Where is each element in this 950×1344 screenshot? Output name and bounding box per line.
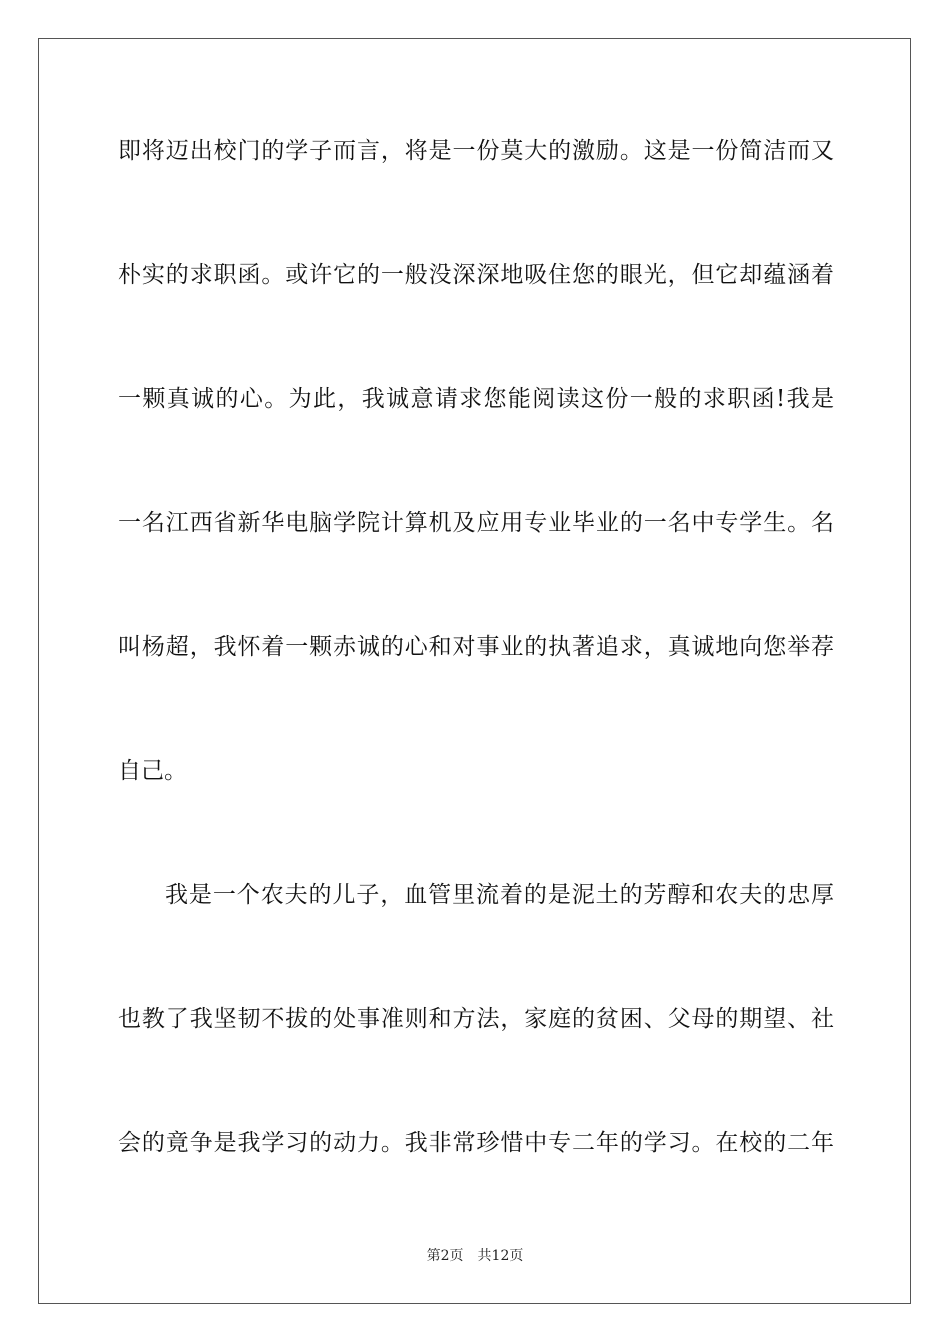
body-text-line-4: 一名江西省新华电脑学院计算机及应用专业毕业的一名中专学生。名 [118, 510, 834, 536]
body-text-line-9: 会的竟争是我学习的动力。我非常珍惜中专二年的学习。在校的二年 [118, 1130, 834, 1156]
total-pages: 共12页 [477, 1248, 524, 1264]
body-text-line-6: 自己。 [118, 758, 187, 784]
body-text-line-8: 也教了我坚韧不拔的处事准则和方法，家庭的贫困、父母的期望、社 [118, 1006, 834, 1032]
page-footer [0, 1246, 950, 1266]
body-text-line-2: 朴实的求职函。或许它的一般没深深地吸住您的眼光，但它却蕴涵着 [118, 262, 834, 288]
page-number: 第2页 [426, 1248, 464, 1264]
paragraph-start-line: 我是一个农夫的儿子，血管里流着的是泥土的芳醇和农夫的忠厚 [165, 882, 834, 908]
body-text-line-1: 即将迈出校门的学子而言，将是一份莫大的激励。这是一份简洁而又 [118, 138, 834, 164]
page-frame [38, 38, 911, 1304]
body-text-line-3: 一颗真诚的心。为此，我诚意请求您能阅读这份一般的求职函!我是 [118, 386, 834, 412]
body-text-line-5: 叫杨超，我怀着一颗赤诚的心和对事业的执著追求，真诚地向您举荐 [118, 634, 834, 660]
